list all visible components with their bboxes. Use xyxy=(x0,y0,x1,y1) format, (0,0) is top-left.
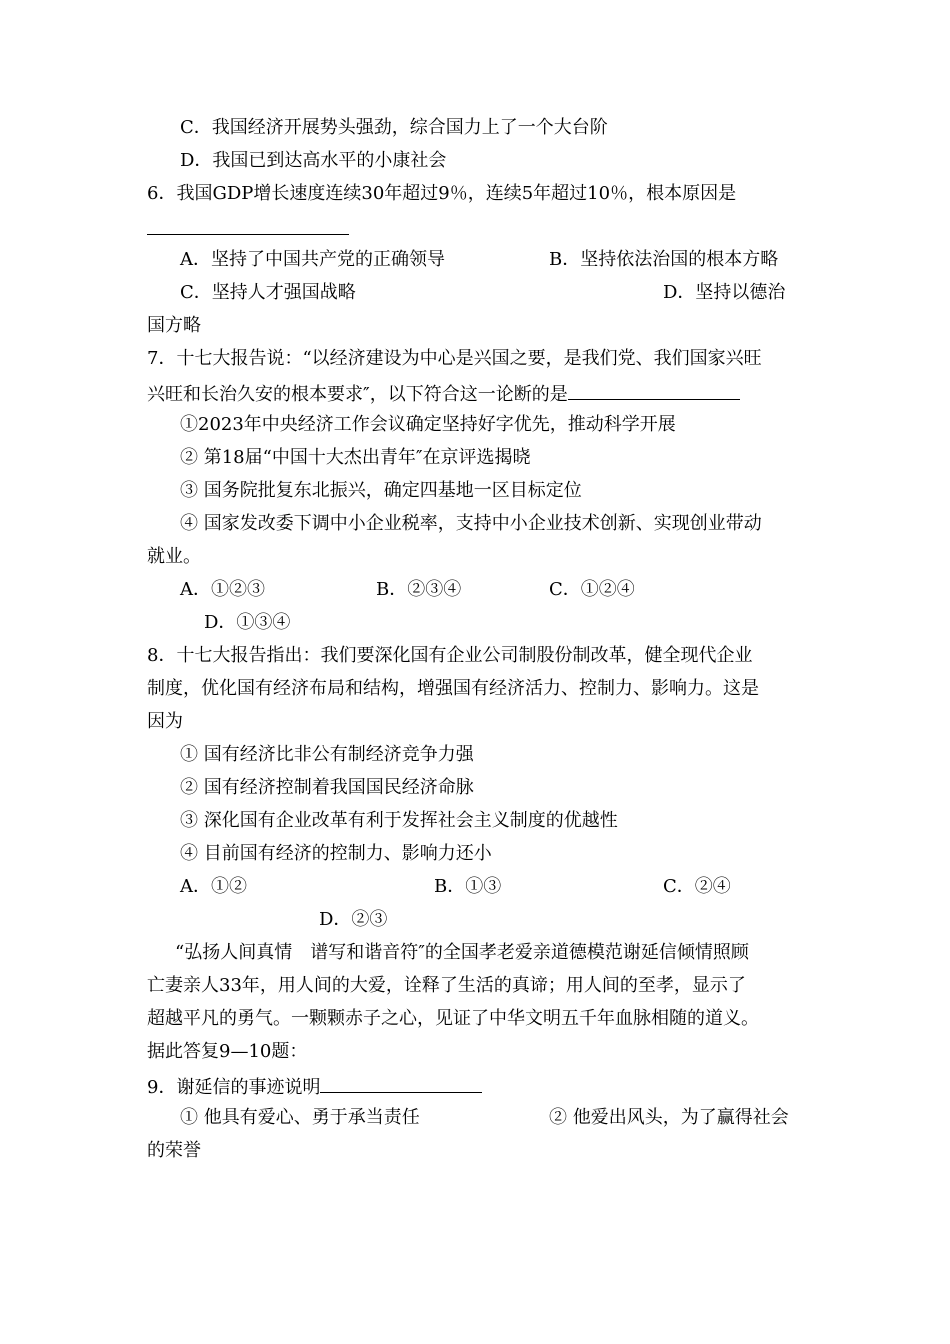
q6-option-b: B．坚持依法治国的根本方略 xyxy=(549,249,779,270)
q7-answer-blank xyxy=(568,381,740,400)
q8-item-1: ① 国有经济比非公有制经济竞争力强 xyxy=(180,744,474,765)
q5-option-c: C．我国经济开展势头强劲，综合国力上了一个大台阶 xyxy=(180,117,608,138)
q8-option-a: A．①② xyxy=(180,876,247,897)
q7-item-1: ①2023年中央经济工作会议确定坚持好字优先，推动科学开展 xyxy=(180,414,676,435)
q8-option-b: B．①③ xyxy=(434,876,502,897)
q9-item-1: ① 他具有爱心、勇于承当责任 xyxy=(180,1107,420,1128)
q6-answer-blank xyxy=(147,216,349,241)
q7-stem-line1: 7．十七大报告说：“以经济建设为中心是兴国之要，是我们党、我们国家兴旺 xyxy=(147,348,762,369)
passage-line1: “弘扬人间真情 谱写和谐音符″的全国孝老爱亲道德模范谢延信倾情照顾 xyxy=(175,942,749,963)
q8-stem-line1: 8．十七大报告指出：我们要深化国有企业公司制股份制改革，健全现代企业 xyxy=(147,645,753,666)
q6-option-d-continued: 国方略 xyxy=(147,315,201,336)
q7-stem-line2: 兴旺和长治久安的根本要求″，以下符合这一论断的是 xyxy=(147,381,740,406)
q6-option-a: A．坚持了中国共产党的正确领导 xyxy=(180,249,445,270)
q9-item-2-continued: 的荣誉 xyxy=(147,1140,201,1161)
q8-item-3: ③ 深化国有企业改革有利于发挥社会主义制度的优越性 xyxy=(180,810,618,831)
q8-item-2: ② 国有经济控制着我国国民经济命脉 xyxy=(180,777,474,798)
q5-option-d: D．我国已到达高水平的小康社会 xyxy=(180,150,447,171)
q7-option-c: C．①②④ xyxy=(549,579,635,600)
q7-item-2: ② 第18届“中国十大杰出青年″在京评选揭晓 xyxy=(180,447,531,468)
q7-option-a: A．①②③ xyxy=(180,579,265,600)
passage-line3: 超越平凡的勇气。一颗颗赤子之心，见证了中华文明五千年血脉相随的道义。 xyxy=(147,1008,759,1029)
q7-item-3: ③ 国务院批复东北振兴，确定四基地一区目标定位 xyxy=(180,480,582,501)
q8-stem-line2: 制度，优化国有经济布局和结构，增强国有经济活力、控制力、影响力。这是 xyxy=(147,678,759,699)
passage-line2: 亡妻亲人33年，用人间的大爱，诠释了生活的真谛；用人间的至孝，显示了 xyxy=(147,975,746,996)
q8-option-d: D．②③ xyxy=(319,909,388,930)
q9-answer-blank xyxy=(320,1074,482,1093)
q6-option-c: C．坚持人才强国战略 xyxy=(180,282,356,303)
q9-item-2: ② 他爱出风头，为了赢得社会 xyxy=(549,1107,789,1128)
q9-stem: 9．谢延信的事迹说明 xyxy=(147,1074,482,1099)
q6-stem: 6．我国GDP增长速度连续30年超过9％，连续5年超过10％，根本原因是 xyxy=(147,183,737,204)
q8-stem-line3: 因为 xyxy=(147,711,183,732)
q6-option-d: D．坚持以德治 xyxy=(663,282,786,303)
q8-option-c: C．②④ xyxy=(663,876,731,897)
q7-item-4: ④ 国家发改委下调中小企业税率，支持中小企业技术创新、实现创业带动 xyxy=(180,513,762,534)
passage-line4: 据此答复9—10题： xyxy=(147,1041,308,1062)
q7-option-d: D．①③④ xyxy=(204,612,291,633)
q8-item-4: ④ 目前国有经济的控制力、影响力还小 xyxy=(180,843,492,864)
q7-item-4-continued: 就业。 xyxy=(147,546,201,567)
q7-option-b: B．②③④ xyxy=(376,579,462,600)
